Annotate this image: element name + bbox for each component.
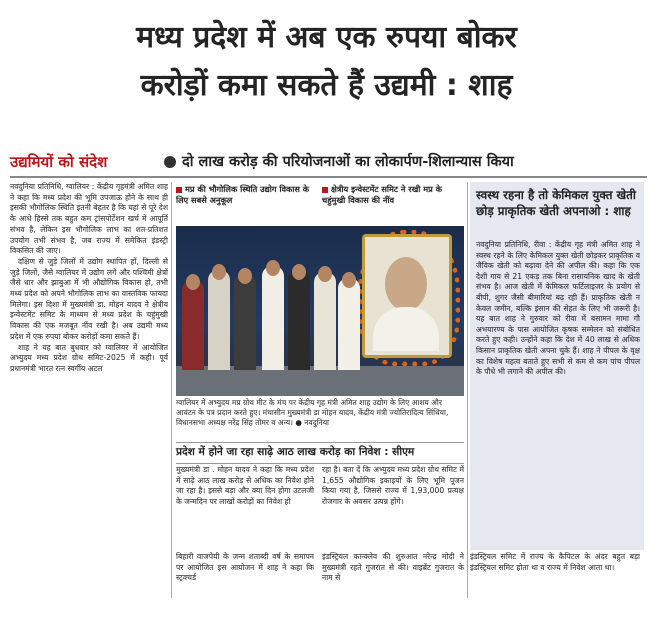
sidebar-paragraph: नवदुनिया प्रतिनिधि, रीवा : केंद्रीय गृह मंत्री अमित शाह ने स्वस्थ रहने के लिए केमिकल युक्त खेती छोड़कर प्राकृतिक व जैविक खेती को बढ़ावा देने की अपील की। कहा कि एक देशी गाय से 21 एकड़ तक बिना रासायनिक खाद के खेती संभव है। आज खेती में केमिकल फर्टिलाइजर के प्रयोग से बीपी, शुगर जैसी बीमारियां बढ़ रही हैं। प्राकृतिक खेती न केवल जमीन, बल्कि इंसान की सेहत के लिए भी जरूरी है। यह बात शाह ने गुरुवार को रीवा में बसामन मामा गौ अभयारण्य के पास आयोजित कृषक सम्मेलन को संबोधित करते हुए कही। उन्होंने कहा कि देश में 40 लाख से अधिक किसान प्राकृतिक खेती अपना चुके हैं। शाह ने पीपल के वृक्ष का विशेष महत्व बताते हुए सभी से कम से कम पांच पीपल के पौधे भी लगाने की अपील की। <box>476 240 640 377</box>
person-head <box>342 272 356 288</box>
square-bullet-icon <box>176 187 182 193</box>
portrait-face <box>385 257 427 311</box>
person-figure <box>262 266 284 370</box>
headline <box>6 14 647 110</box>
bullet-dot-icon <box>164 156 176 168</box>
person-figure <box>314 272 336 370</box>
portrait-frame <box>362 234 452 358</box>
headline-line-2: करोड़ों कमा सकते हैं उद्यमी : शाह <box>140 68 513 103</box>
event-photo <box>176 226 464 396</box>
sub-story-title: प्रदेश में होने जा रहा साढ़े आठ लाख करोड़ का निवेश : सीएम <box>176 442 464 464</box>
person-figure <box>234 274 256 370</box>
sidebar-body <box>476 240 640 378</box>
subheadline: दो लाख करोड़ की परियोजनाओं का लोकार्पण-शिलान्यास किया <box>182 154 514 170</box>
headline-line-1: मध्य प्रदेश में अब एक रुपया बोकर <box>136 20 517 55</box>
highlight-bullet-2 <box>322 184 462 222</box>
left-paragraph-2: दक्षिण से जुड़े जिलों में उद्योग स्थापित हों, दिल्ली से जुड़े जिलों, जैसे ग्वालियर में उद्योग लगें और पश्चिमी क्षेत्रों जैसे धार और झाबुआ में भी औद्योगिक विकास हो, तभी मध्य प्रदेश को अपने भौगोलिक लाभ का वास्तविक फायदा मिलेगा। इस दिशा में मुख्यमंत्री डा. मोहन यादव ने क्षेत्रीय इन्वेस्टमेंट समिट के माध्यम से मध्य प्रदेश के चहुंमुखी विकास की एक मजबूत नींव रखी है। अब उद्यमी मध्य प्रदेश में एक रुपया बोकर करोड़ों कमा सकते हैं। <box>10 256 168 341</box>
left-paragraph-1: नवदुनिया प्रतिनिधि, ग्वालियर : केंद्रीय गृहमंत्री अमित शाह ने कहा कि मध्य प्रदेश की भूमि उपजाऊ होने के साथ ही इसकी भौगोलिक स्थिति इतनी बेहतर है कि यहां से पूरे देश के आधे हिस्से तक बहुत कम ट्रांसपोर्टेशन खर्च में आपूर्ति संभव है, लेकिन इस भौगोलिक लाभ का शत-प्रतिशत उपयोग तभी संभव है, जब राज्य में समेकित इंडस्ट्री विकसित की जाए। <box>10 182 168 256</box>
person-head <box>238 268 252 284</box>
person-head <box>266 260 280 276</box>
person-head <box>318 266 332 282</box>
left-paragraph-3: शाह ने यह बात बुधवार को ग्वालियर में आयोजित अभ्युदय मध्य प्रदेश ग्रोथ समिट-2025 में कही। पूर्व प्रधानमंत्री भारत रत्न स्वर्गीय अटल <box>10 342 168 373</box>
highlight-bullet-text: क्षेत्रीय इन्वेस्टमेंट समिट ने रखी मप्र के चहुंमुखी विकास की नींव <box>322 184 442 205</box>
column-divider <box>171 182 172 598</box>
kicker-row <box>10 150 647 178</box>
sidebar-title: स्वस्थ रहना है तो केमिकल युक्त खेती छोड़ प्राकृतिक खेती अपनाओ : शाह <box>476 188 636 218</box>
person-figure <box>208 270 230 370</box>
bottom-text-2: इंडस्ट्रियल कान्क्लेव की शुरुआत नरेन्द्र मोदी ने मुख्यमंत्री रहते गुजरात से की। वाइब्रेंट गुजरात के नाम से <box>322 552 464 583</box>
kicker-label: उद्यमियों को संदेश <box>10 153 108 171</box>
sidebar-box <box>470 182 644 550</box>
person-figure <box>182 280 204 370</box>
sub-story-column-1 <box>176 465 314 551</box>
photo-caption: ग्वालियर में अभ्युदय मप्र ग्रोथ मीट के मंच पर केंद्रीय गृह मंत्री अमित शाह उद्योग के लिए आशय और आवंटन के पत्र प्रदान करते हुए। मंचासीन मुख्यमंत्री डा मोहन यादव, केंद्रीय मंत्री ज्योतिरादित्य सिंधिया, विधानसभा अध्यक्ष नरेंद्र सिंह तोमर व अन्य। ● नवदुनिया <box>176 398 449 428</box>
sub-story-column-2 <box>322 465 464 551</box>
bottom-text-1: बिहारी वाजपेयी के जन्म शताब्दी वर्ष के समापन पर आयोजित इस आयोजन में शाह ने कहा कि स्ट्रक्चर्ड <box>176 552 314 583</box>
person-head <box>292 264 306 280</box>
highlight-bullet-text: मप्र की भौगोलिक स्थिति उद्योग विकास के लिए सबसे अनुकूल <box>176 184 310 205</box>
person-figure <box>288 270 310 370</box>
sub-story-paragraph: रहा है। बता दें कि अभ्युदय मध्य प्रदेश ग्रोथ समिट में 1,655 औद्योगिक इकाइयों के लिए भूमि पूजन किया गया है, जिससे राज्य में 1,93,000 प्रत्यक्ष रोजगार के अवसर उत्पन्न होंगे। <box>322 465 464 507</box>
column-divider <box>467 182 468 598</box>
stage-floor <box>176 366 464 396</box>
square-bullet-icon <box>322 187 328 193</box>
person-head <box>186 274 200 290</box>
person-head <box>212 264 226 280</box>
person-figure <box>338 278 360 370</box>
left-article-column <box>10 182 168 598</box>
portrait-shirt <box>373 307 439 351</box>
bottom-text-3: इंडस्ट्रियल समिट में राज्य के कैपिटल के अंदर बहुत बड़ा इंडस्ट्रियल समिट होता था व राज्य में निवेश आता था। <box>470 552 640 572</box>
sub-story-paragraph: मुख्यमंत्री डा . मोहन यादव ने कहा कि मध्य प्रदेश में साढ़े आठ लाख करोड़ से अधिक का निवेश होने जा रहा है। इससे बड़ा और क्या दिन होगा उटलजी के जन्मदिन पर लाखों करोड़ों का निवेश हो <box>176 465 314 507</box>
highlight-bullet-1 <box>176 184 314 222</box>
